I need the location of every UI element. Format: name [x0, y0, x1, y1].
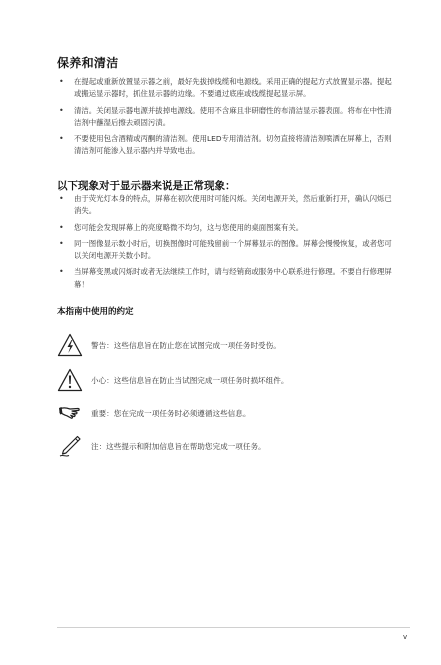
list-item-text: 清洁。关闭显示器电源并拔掉电源线。使用不含麻且非研磨性的布清洁显示器表面。将布在中性清洁剂中蘸湿后擦去顽固污渍。 [74, 105, 392, 127]
warning-text: 警告：这些信息旨在防止您在试图完成一项任务时受伤。 [91, 341, 281, 350]
caution-convention [57, 368, 387, 392]
list-item-text: 当屏幕变黑或闪烁时或者无法继续工作时，请与经销商或服务中心联系进行修理。不要自行修理屏幕！ [74, 267, 392, 289]
bullet: • [59, 222, 64, 232]
normal-phenomena-list [57, 193, 392, 295]
list-item [57, 133, 392, 158]
bullet: • [59, 267, 64, 277]
caution-text: 小心：这些信息旨在防止当试图完成一项任务时损坏组件。 [91, 376, 289, 385]
list-item-text: 不要使用包含酒精或丙酮的清洁剂。使用LED专用清洁剂。切勿直接将清洁剂喷洒在屏幕上，否则清洁剂可能渗入显示器内并导致电击。 [74, 134, 392, 156]
list-item-text: 您可能会发现屏幕上的亮度略微不均匀，这与您使用的桌面图案有关。 [74, 222, 304, 232]
list-item [57, 238, 392, 263]
bullet: • [59, 194, 64, 203]
important-convention [57, 401, 387, 425]
important-hand-icon [57, 401, 83, 425]
bullet: • [59, 238, 64, 248]
list-item-text: 同一图像显示数小时后，切换图像时可能残留前一个屏幕显示的图像。屏幕会慢慢恢复，或者您可以关闭电源开关数小时。 [74, 238, 392, 261]
list-item [57, 193, 392, 218]
note-text: 注：这些提示和附加信息旨在帮助您完成一项任务。 [91, 442, 266, 451]
bullet: • [59, 77, 64, 86]
list-item [57, 266, 392, 291]
list-item-text: 由于荧光灯本身的特点，屏幕在初次使用时可能闪烁。关闭电源开关，然后重新打开，确认闪烁已消失。 [74, 194, 392, 216]
care-cleaning-list [57, 76, 392, 162]
list-item [57, 105, 392, 130]
page-number: v [403, 633, 408, 641]
care-cleaning-heading: 保养和清洁 [57, 56, 119, 70]
list-item [57, 76, 392, 101]
bullet: • [59, 134, 64, 144]
caution-exclamation-icon [57, 368, 83, 392]
warning-convention [57, 333, 387, 357]
normal-phenomena-heading: 以下现象对于显示器来说是正常现象： [57, 180, 236, 192]
important-text: 重要：您在完成一项任务时必须遵循这些信息。 [91, 409, 251, 418]
note-pen-icon [57, 434, 83, 458]
warning-lightning-icon [57, 333, 83, 357]
list-item [57, 222, 392, 234]
list-item-text: 在提起或重新放置显示器之前，最好先拔掉线缆和电源线。采用正确的提起方式放置显示器。提起或搬运显示器时，抓住显示器的边缘。不要通过底座或线缆提起显示屏。 [74, 77, 392, 99]
note-convention [57, 434, 387, 458]
conventions-heading: 本指南中使用的约定 [57, 307, 134, 317]
footer-divider [57, 627, 410, 628]
bullet: • [59, 105, 64, 115]
